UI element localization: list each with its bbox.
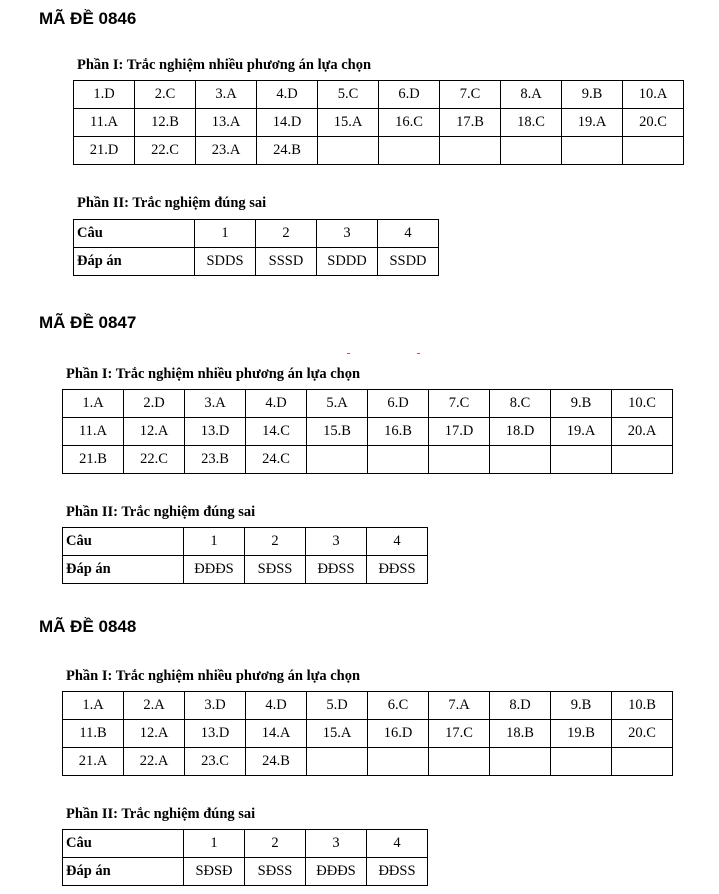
table-cell: 23.B [185, 446, 246, 474]
table-cell [307, 748, 368, 776]
table-cell: 24.B [257, 137, 318, 165]
table-cell: 9.B [551, 390, 612, 418]
table-cell: 13.D [185, 418, 246, 446]
table-cell [501, 137, 562, 165]
table-cell: SDDS [195, 248, 256, 276]
part2-title: Phần II: Trắc nghiệm đúng sai [66, 504, 256, 520]
table-cell [318, 137, 379, 165]
table-cell: 3 [306, 830, 367, 858]
table-cell: 15.A [307, 720, 368, 748]
part2-answer-table [62, 829, 428, 886]
table-row [63, 390, 673, 418]
row-label: Câu [63, 528, 184, 556]
table-cell: SDDD [317, 248, 378, 276]
table-cell: 2.A [124, 692, 185, 720]
table-cell: 5.D [307, 692, 368, 720]
table-cell: 23.A [196, 137, 257, 165]
table-cell [368, 748, 429, 776]
table-row [74, 81, 684, 109]
table-cell: SSSD [256, 248, 317, 276]
part1-title: Phần I: Trắc nghiệm nhiều phương án lựa chọn [66, 366, 361, 382]
table-cell: 22.A [124, 748, 185, 776]
table-cell: 10.A [623, 81, 684, 109]
table-cell: SSDD [378, 248, 439, 276]
part1-title: Phần I: Trắc nghiệm nhiều phương án lựa chọn [66, 668, 361, 684]
table-cell: 2 [245, 830, 306, 858]
table-cell: 12.A [124, 418, 185, 446]
table-cell: 11.B [63, 720, 124, 748]
table-row [63, 830, 428, 858]
table-cell: 18.B [490, 720, 551, 748]
table-cell: 14.A [246, 720, 307, 748]
table-cell: 23.C [185, 748, 246, 776]
table-cell: 5.A [307, 390, 368, 418]
table-cell: 20.A [612, 418, 673, 446]
part1-title: Phần I: Trắc nghiệm nhiều phương án lựa chọn [77, 57, 372, 73]
table-cell: 3.A [185, 390, 246, 418]
table-cell: 11.A [74, 109, 135, 137]
table-cell: 7.C [429, 390, 490, 418]
table-cell: 7.C [440, 81, 501, 109]
table-row [63, 748, 673, 776]
table-row [63, 528, 428, 556]
table-cell [612, 446, 673, 474]
table-cell: 6.D [379, 81, 440, 109]
table-cell: 4.D [246, 692, 307, 720]
part1-answer-table [62, 389, 673, 474]
table-row [74, 137, 684, 165]
table-cell: 1 [184, 528, 245, 556]
table-cell: 19.B [551, 720, 612, 748]
table-cell: 11.A [63, 418, 124, 446]
table-cell: 17.D [429, 418, 490, 446]
table-cell: 13.A [196, 109, 257, 137]
row-label: Đáp án [63, 556, 184, 584]
table-cell [379, 137, 440, 165]
part2-title: Phần II: Trắc nghiệm đúng sai [77, 195, 267, 211]
table-cell: 4 [367, 830, 428, 858]
table-cell: 4 [378, 220, 439, 248]
table-cell: 2 [245, 528, 306, 556]
decorative-mark [347, 353, 350, 354]
table-cell: 24.C [246, 446, 307, 474]
table-cell [551, 748, 612, 776]
table-cell: 21.B [63, 446, 124, 474]
table-cell: 17.C [429, 720, 490, 748]
table-cell: 24.B [246, 748, 307, 776]
table-cell [307, 446, 368, 474]
table-cell [429, 748, 490, 776]
part1-answer-table [73, 80, 684, 165]
table-cell: 3 [306, 528, 367, 556]
table-cell: 9.B [551, 692, 612, 720]
table-cell: 18.D [490, 418, 551, 446]
table-cell: 5.C [318, 81, 379, 109]
row-label: Đáp án [74, 248, 195, 276]
table-row [63, 858, 428, 886]
table-row [63, 692, 673, 720]
table-cell: 2.D [124, 390, 185, 418]
row-label: Câu [63, 830, 184, 858]
table-cell: 17.B [440, 109, 501, 137]
table-cell: 1 [184, 830, 245, 858]
table-cell: 7.A [429, 692, 490, 720]
table-cell: 14.C [246, 418, 307, 446]
table-cell: 10.C [612, 390, 673, 418]
part1-answer-table [62, 691, 673, 776]
table-cell: 20.C [623, 109, 684, 137]
table-row [63, 446, 673, 474]
table-cell: 13.D [185, 720, 246, 748]
table-cell: 18.C [501, 109, 562, 137]
table-cell: 4.D [257, 81, 318, 109]
table-cell: ĐĐĐS [184, 556, 245, 584]
table-cell [429, 446, 490, 474]
table-cell [623, 137, 684, 165]
table-cell: 19.A [551, 418, 612, 446]
table-row [63, 556, 428, 584]
table-cell: 12.B [135, 109, 196, 137]
table-cell: 8.D [490, 692, 551, 720]
table-cell: 21.D [74, 137, 135, 165]
table-cell: 2.C [135, 81, 196, 109]
table-cell: 20.C [612, 720, 673, 748]
table-cell [368, 446, 429, 474]
table-cell: 8.A [501, 81, 562, 109]
table-cell [551, 446, 612, 474]
table-cell [490, 748, 551, 776]
decorative-mark [417, 353, 420, 354]
table-cell: 15.B [307, 418, 368, 446]
part2-title: Phần II: Trắc nghiệm đúng sai [66, 806, 256, 822]
table-cell: 15.A [318, 109, 379, 137]
table-cell [612, 748, 673, 776]
table-row [63, 720, 673, 748]
table-cell: 3.D [185, 692, 246, 720]
table-cell: 1 [195, 220, 256, 248]
table-row [63, 418, 673, 446]
exam-code-title: MÃ ĐỀ 0848 [39, 617, 137, 636]
table-cell: SĐSS [245, 556, 306, 584]
table-cell: 16.B [368, 418, 429, 446]
table-cell: ĐĐĐS [306, 858, 367, 886]
table-cell: 6.D [368, 390, 429, 418]
table-cell: 2 [256, 220, 317, 248]
row-label: Câu [74, 220, 195, 248]
table-cell: 1.A [63, 390, 124, 418]
table-cell [562, 137, 623, 165]
table-cell: SĐSĐ [184, 858, 245, 886]
table-row [74, 248, 439, 276]
table-cell: 8.C [490, 390, 551, 418]
part2-answer-table [62, 527, 428, 584]
table-cell [490, 446, 551, 474]
table-cell: ĐĐSS [367, 556, 428, 584]
table-cell: 21.A [63, 748, 124, 776]
table-cell: 4.D [246, 390, 307, 418]
table-cell: 10.B [612, 692, 673, 720]
table-cell: 12.A [124, 720, 185, 748]
table-cell [440, 137, 501, 165]
table-row [74, 109, 684, 137]
table-cell: 22.C [124, 446, 185, 474]
table-cell: 3 [317, 220, 378, 248]
row-label: Đáp án [63, 858, 184, 886]
table-cell: SĐSS [245, 858, 306, 886]
table-cell: ĐĐSS [367, 858, 428, 886]
table-cell: ĐĐSS [306, 556, 367, 584]
table-cell: 14.D [257, 109, 318, 137]
table-row [74, 220, 439, 248]
exam-code-title: MÃ ĐỀ 0846 [39, 9, 137, 28]
exam-code-title: MÃ ĐỀ 0847 [39, 313, 137, 332]
table-cell: 9.B [562, 81, 623, 109]
table-cell: 1.A [63, 692, 124, 720]
table-cell: 4 [367, 528, 428, 556]
table-cell: 19.A [562, 109, 623, 137]
table-cell: 1.D [74, 81, 135, 109]
table-cell: 16.D [368, 720, 429, 748]
table-cell: 22.C [135, 137, 196, 165]
table-cell: 6.C [368, 692, 429, 720]
part2-answer-table [73, 219, 439, 276]
table-cell: 16.C [379, 109, 440, 137]
table-cell: 3.A [196, 81, 257, 109]
